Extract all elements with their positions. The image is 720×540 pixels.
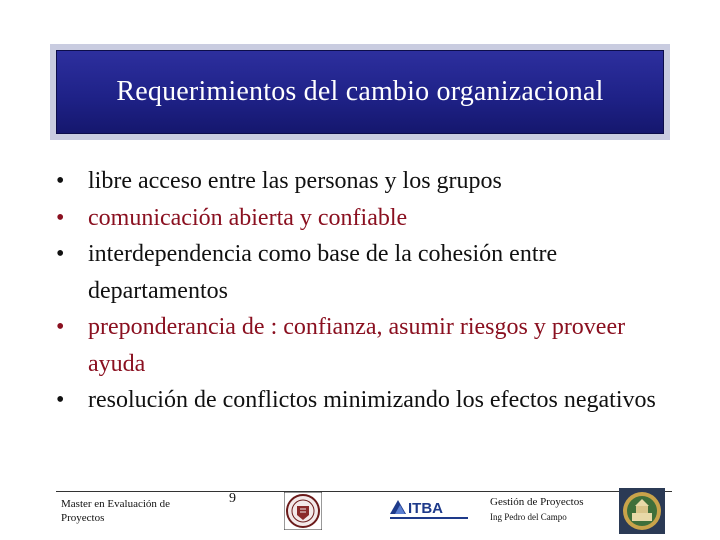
bullet-text: comunicación abierta y confiable: [88, 204, 408, 231]
bullet-item: [52, 382, 672, 419]
bullet-marker: •: [56, 168, 65, 194]
bullet-text: libre acceso entre las personas y los grupos: [88, 168, 502, 194]
bullet-item: [52, 163, 672, 200]
bullet-item: [52, 200, 672, 237]
footer-author: Ing Pedro del Campo: [490, 512, 567, 522]
footer-course: Gestión de Proyectos: [490, 496, 584, 508]
itba-logo-icon: [388, 496, 470, 522]
bullet-marker: •: [56, 387, 65, 413]
bullet-marker: •: [56, 241, 65, 267]
title-frame: [50, 44, 670, 140]
bullet-marker: •: [56, 314, 65, 340]
title-box: [56, 50, 664, 134]
footer-program: Master en Evaluación de Proyectos: [61, 498, 171, 524]
footer-divider: [56, 491, 672, 492]
bullet-text: preponderancia de : confianza, asumir riesgos y proveer ayuda: [88, 314, 626, 377]
bullet-text: interdependencia como base de la cohesión entre departamentos: [88, 241, 558, 304]
bullet-list: [52, 163, 672, 419]
slide-title: Requerimientos del cambio organizacional: [116, 76, 604, 107]
university-seal-icon: [284, 492, 322, 530]
bullet-text: resolución de conflictos minimizando los efectos negativos: [88, 387, 656, 413]
page-number: 9: [229, 491, 236, 506]
bullet-item: [52, 309, 672, 382]
bullet-item: [52, 236, 672, 309]
bullet-marker: •: [56, 204, 65, 231]
itba-logo-text: ITBA: [408, 500, 443, 517]
institution-badge-icon: [619, 488, 665, 534]
